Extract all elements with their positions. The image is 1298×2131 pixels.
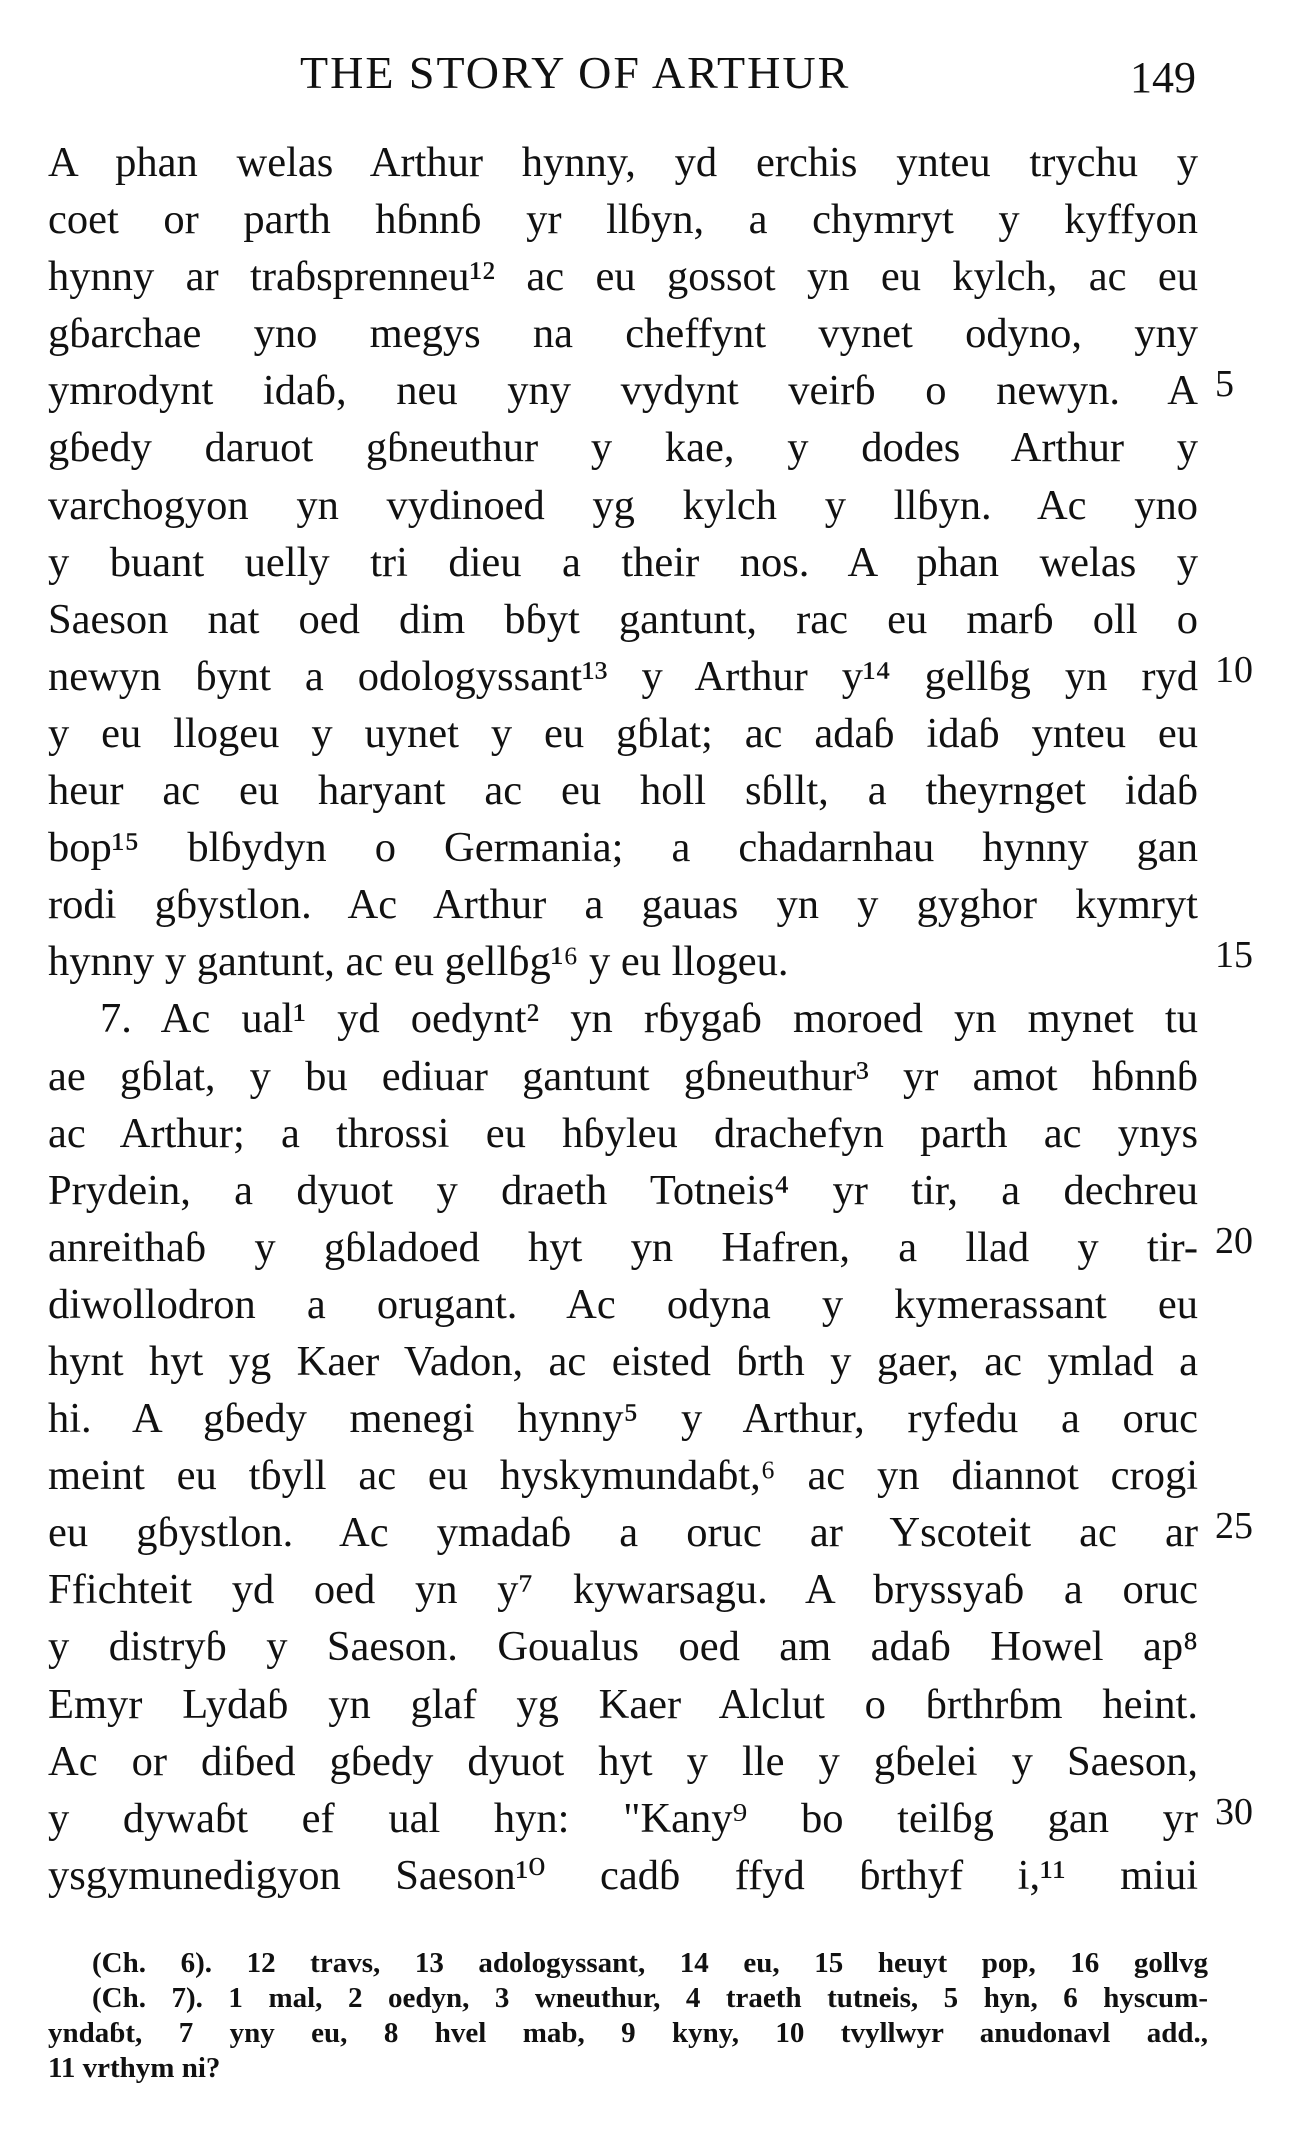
text-line: anreithaɓ y gɓladoed hyt yn Hafren, a llad y tir- xyxy=(48,1223,1198,1271)
text-line: y buant uelly tri dieu a their nos. A phan welas y xyxy=(48,538,1198,586)
line-number: 15 xyxy=(1215,934,1253,976)
text-line: diwollodron a orugant. Ac odyna y kymerassant eu xyxy=(48,1280,1198,1328)
footnote-line: (Ch. 7). 1 mal, 2 oedyn, 3 wneuthur, 4 traeth tutneis, 5 hyn, 6 hyscum- xyxy=(92,1982,1208,2014)
text-line: eu gɓystlon. Ac ymadaɓ a oruc ar Yscoteit ac ar xyxy=(48,1509,1198,1557)
text-line: gɓarchae yno megys na cheffynt vynet odyno, yny xyxy=(48,310,1198,358)
page-number: 149 xyxy=(1130,53,1196,102)
text-line: hynny y gantunt, ac eu gellɓg¹⁶ y eu llogeu. xyxy=(48,938,789,986)
footnote-line: (Ch. 6). 12 travs, 13 adologyssant, 14 eu, 15 heuyt pop, 16 gollvg xyxy=(92,1947,1208,1979)
footnote-line: 11 vrthym ni? xyxy=(48,2052,221,2084)
body-text xyxy=(48,134,1208,1904)
text-line: hynt hyt yg Kaer Vadon, ac eisted ɓrth y gaer, ac ymlad a xyxy=(48,1337,1198,1385)
running-head: THE STORY OF ARTHUR xyxy=(300,47,851,98)
text-line: heur ac eu haryant ac eu holl sɓllt, a theyrnget idaɓ xyxy=(48,767,1198,815)
line-number: 5 xyxy=(1215,363,1234,405)
text-line: gɓedy daruot gɓneuthur y kae, y dodes Arthur y xyxy=(48,424,1198,472)
line-number: 10 xyxy=(1215,649,1253,691)
text-line: y eu llogeu y uynet y eu gɓlat; ac adaɓ idaɓ ynteu eu xyxy=(48,709,1198,757)
text-line: newyn ɓynt a odologyssant¹³ y Arthur y¹⁴ gellɓg yn ryd xyxy=(48,652,1198,700)
line-number: 30 xyxy=(1215,1791,1253,1833)
text-line: y dywaɓt ef ual hyn: "Kany⁹ bo teilɓg gan yr xyxy=(48,1794,1198,1842)
text-line: A phan welas Arthur hynny, yd erchis ynteu trychu y xyxy=(48,139,1198,186)
text-line: ysgymunedigyon Saeson¹⁰ cadɓ ffyd ɓrthyf i,¹¹ miui xyxy=(48,1851,1198,1899)
text-line: Ac or diɓed gɓedy dyuot hyt y lle y gɓelei y Saeson, xyxy=(48,1737,1198,1785)
text-line: Prydein, a dyuot y draeth Totneis⁴ yr tir, a dechreu xyxy=(48,1166,1198,1214)
text-line: 7. Ac ual¹ yd oedynt² yn rɓygaɓ moroed yn mynet tu xyxy=(100,995,1198,1043)
text-line: varchogyon yn vydinoed yg kylch y llɓyn. Ac yno xyxy=(48,481,1198,529)
line-number: 25 xyxy=(1215,1505,1253,1547)
text-line: bop¹⁵ blɓydyn o Germania; a chadarnhau hynny gan xyxy=(48,824,1198,872)
footnote-line: yndaɓt, 7 yny eu, 8 hvel mab, 9 kyny, 10 tvyllwyr anudonavl add., xyxy=(48,2017,1208,2049)
text-line: ae gɓlat, y bu ediuar gantunt gɓneuthur³ yr amot hɓnnɓ xyxy=(48,1052,1198,1100)
line-number: 20 xyxy=(1215,1220,1253,1262)
text-line: y distryɓ y Saeson. Goualus oed am adaɓ Howel ap⁸ xyxy=(48,1623,1198,1671)
text-line: Emyr Lydaɓ yn glaf yg Kaer Alclut o ɓrthrɓm heint. xyxy=(48,1680,1198,1728)
text-line: ac Arthur; a throssi eu hɓyleu drachefyn parth ac ynys xyxy=(48,1109,1198,1157)
text-line: hynny ar traɓsprenneu¹² ac eu gossot yn eu kylch, ac eu xyxy=(48,253,1198,301)
text-line: coet or parth hɓnnɓ yr llɓyn, a chymryt y kyffyon xyxy=(48,196,1198,244)
footnotes xyxy=(48,1946,1218,2086)
text-line: Ffichteit yd oed yn y⁷ kywarsagu. A bryssyaɓ a oruc xyxy=(48,1566,1198,1614)
text-line: rodi gɓystlon. Ac Arthur a gauas yn y gyghor kymryt xyxy=(48,881,1198,929)
text-line: ymrodynt idaɓ, neu yny vydynt veirɓ o newyn. A xyxy=(48,367,1198,415)
text-line: hi. A gɓedy menegi hynny⁵ y Arthur, ryfedu a oruc xyxy=(48,1395,1198,1443)
text-line: meint eu tɓyll ac eu hyskymundaɓt,⁶ ac yn diannot crogi xyxy=(48,1452,1198,1500)
text-line: Saeson nat oed dim bɓyt gantunt, rac eu marɓ oll o xyxy=(48,595,1198,643)
